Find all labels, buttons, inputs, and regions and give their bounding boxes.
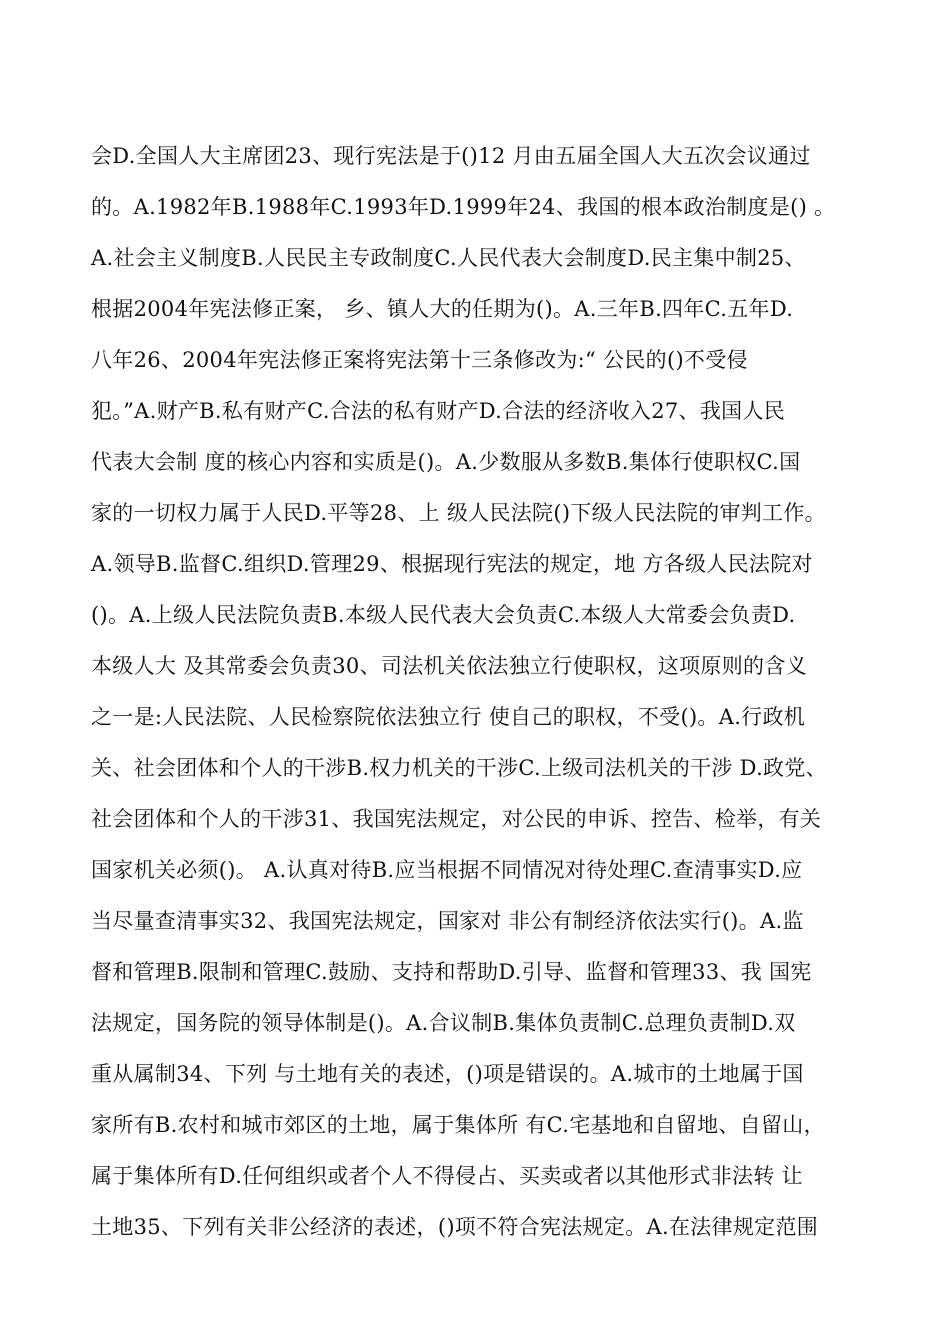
- text-line: 家所有B.农村和城市郊区的土地，属于集体所 有C.宅基地和自留地、自留山，: [91, 1113, 825, 1137]
- text-line: 重从属制34、下列 与土地有关的表述，()项是错误的。A.城市的土地属于国: [91, 1062, 804, 1086]
- text-line: 关、社会团体和个人的干涉B.权力机关的干涉C.上级司法机关的干涉 D.政党、: [91, 756, 827, 780]
- text-line: 社会团体和个人的干涉31、我国宪法规定，对公民的申诉、控告、检举，有关: [91, 807, 822, 831]
- text-line: 属于集体所有D.任何组织或者个人不得侵占、买卖或者以其他形式非法转 让: [91, 1164, 803, 1188]
- document-body: [91, 131, 881, 1253]
- text-line: 国家机关必须()。 A.认真对待B.应当根据不同情况对待处理C.查清事实D.应: [91, 858, 803, 882]
- text-line: 当尽量查清事实32、我国宪法规定，国家对 非公有制经济依法实行()。A.监: [91, 909, 804, 933]
- text-line: 会D.全国人大主席团23、现行宪法是于()12 月由五届全国人大五次会议通过: [91, 144, 811, 168]
- text-line: A.领导B.监督C.组织D.管理29、根据现行宪法的规定，地 方各级人民法院对: [91, 552, 813, 576]
- text-line: 法规定，国务院的领导体制是()。A.合议制B.集体负责制C.总理负责制D.双: [91, 1011, 796, 1035]
- text-line: 土地35、下列有关非公经济的表述，()项不符合宪法规定。A.在法律规定范围: [91, 1215, 819, 1239]
- text-line: 的。A.1982年B.1988年C.1993年D.1999年24、我国的根本政治制度是() 。: [91, 195, 836, 219]
- text-line: A.社会主义制度B.人民民主专政制度C.人民代表大会制度D.民主集中制25、: [91, 246, 806, 270]
- text-line: 之一是:人民法院、人民检察院依法独立行 使自己的职权，不受()。A.行政机: [91, 705, 806, 729]
- text-line: 犯。”A.财产B.私有财产C.合法的私有财产D.合法的经济收入27、我国人民: [91, 399, 786, 423]
- text-line: 督和管理B.限制和管理C.鼓励、支持和帮助D.引导、监督和管理33、我 国宪: [91, 960, 812, 984]
- text-line: 家的一切权力属于人民D.平等28、上 级人民法院()下级人民法院的审判工作。: [91, 501, 826, 525]
- text-line: ()。A.上级人民法院负责B.本级人民代表大会负责C.本级人大常委会负责D.: [91, 603, 796, 627]
- text-line: 八年26、2004年宪法修正案将宪法第十三条修改为:“ 公民的()不受侵: [91, 348, 748, 372]
- text-line: 根据2004年宪法修正案， 乡、镇人大的任期为()。A.三年B.四年C.五年D.: [91, 297, 794, 321]
- text-line: 代表大会制 度的核心内容和实质是()。A.少数服从多数B.集体行使职权C.国: [91, 450, 801, 474]
- text-line: 本级人大 及其常委会负责30、司法机关依法独立行使职权，这项原则的含义: [91, 654, 807, 678]
